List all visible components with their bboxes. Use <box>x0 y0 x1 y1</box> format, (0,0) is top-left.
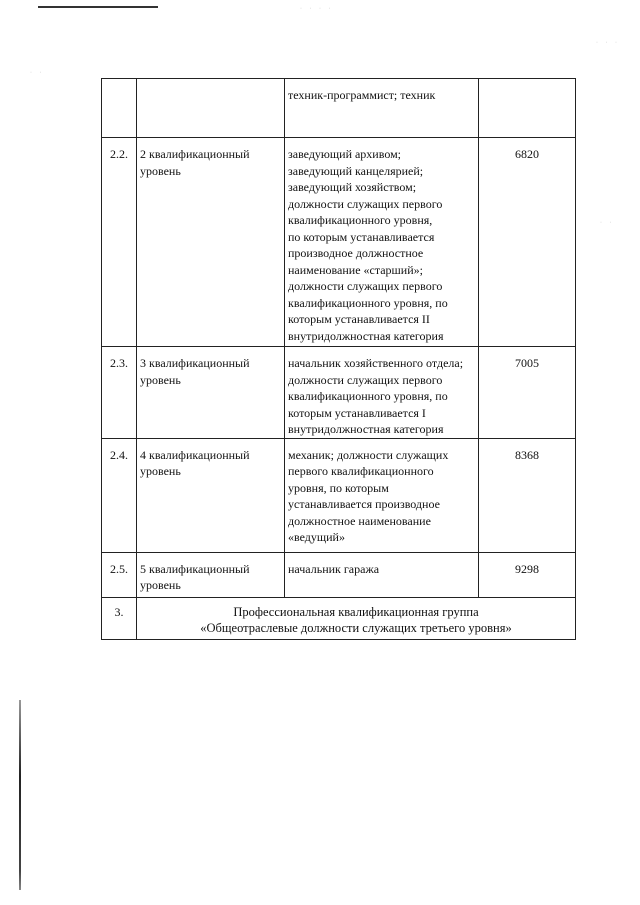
level-line: 4 квалификационный <box>140 447 250 462</box>
level-line: уровень <box>140 464 181 478</box>
positions-line: начальник хозяйственного отдела; <box>288 356 464 370</box>
positions-cell <box>285 552 479 597</box>
row-number: 2.3. <box>102 347 137 439</box>
positions-line: начальник гаража <box>288 561 380 576</box>
positions-line: которым устанавливается II <box>288 312 430 326</box>
scan-noise: · · <box>30 70 45 76</box>
positions-line: заведующий хозяйством; <box>288 180 417 194</box>
positions-cell <box>285 79 479 138</box>
table-row <box>102 79 576 138</box>
positions-line: внутридолжностная категория <box>288 422 444 436</box>
positions-cell <box>285 438 479 552</box>
positions-line: квалификационного уровня, по <box>288 389 448 403</box>
table-row <box>102 138 576 347</box>
group-heading-line: «Общеотраслевые должности служащих третьего уровня» <box>200 621 512 635</box>
scan-binding-edge <box>19 700 21 890</box>
positions-line: устанавливается производное <box>288 497 440 511</box>
group-heading <box>137 597 576 639</box>
positions-line: которым устанавливается I <box>288 405 426 420</box>
table-row <box>102 438 576 552</box>
positions-line: уровня, по которым <box>288 480 389 495</box>
positions-line: заведующий канцелярией; <box>288 163 424 178</box>
scan-edge-line <box>38 6 158 8</box>
scan-noise: · · · <box>596 40 620 46</box>
qualification-level <box>137 552 285 597</box>
positions-line: «ведущий» <box>288 530 345 544</box>
positions-line: должности служащих первого <box>288 196 443 211</box>
positions-line: квалификационного уровня, по <box>288 295 448 310</box>
salary-value: 6820 <box>479 138 576 347</box>
salary-value: 8368 <box>479 438 576 552</box>
positions-line: внутридолжностная категория <box>288 328 444 343</box>
group-heading-line: Профессиональная квалификационная группа <box>233 604 479 619</box>
level-line: уровень <box>140 163 181 178</box>
scan-noise: · · · · <box>300 6 334 12</box>
salary-value: 9298 <box>479 552 576 597</box>
table-row <box>102 347 576 439</box>
positions-line: должностное наименование <box>288 513 431 528</box>
positions-cell <box>285 138 479 347</box>
positions-line: наименование «старший»; <box>288 262 423 277</box>
qualification-level <box>137 138 285 347</box>
group-heading-row <box>102 597 576 639</box>
positions-line: производное должностное <box>288 246 424 260</box>
positions-line: квалификационного уровня, <box>288 213 433 227</box>
level-line: 5 квалификационный <box>140 561 250 576</box>
level-line: 2 квалификационный <box>140 147 250 161</box>
positions-line: должности служащих первого <box>288 372 443 387</box>
positions-cell <box>285 347 479 439</box>
row-number: 2.4. <box>102 438 137 552</box>
positions-line: первого квалификационного <box>288 464 434 478</box>
row-number: 2.5. <box>102 552 137 597</box>
positions-line: механик; должности служащих <box>288 447 449 462</box>
row-number: 3. <box>102 597 137 639</box>
qualification-level <box>137 438 285 552</box>
positions-line: по которым устанавливается <box>288 229 435 244</box>
scan-noise: · · <box>600 220 615 226</box>
row-number <box>102 79 137 138</box>
level-line: 3 квалификационный <box>140 356 250 370</box>
qualification-level <box>137 79 285 138</box>
row-number: 2.2. <box>102 138 137 347</box>
salary-value <box>479 79 576 138</box>
level-line: уровень <box>140 372 181 387</box>
salary-value: 7005 <box>479 347 576 439</box>
positions-line: заведующий архивом; <box>288 147 402 161</box>
level-line: уровень <box>140 578 181 592</box>
positions-line: должности служащих первого <box>288 279 443 293</box>
positions-line: техник-программист; техник <box>288 88 436 102</box>
salary-table <box>101 78 576 640</box>
table-row <box>102 552 576 597</box>
qualification-level <box>137 347 285 439</box>
